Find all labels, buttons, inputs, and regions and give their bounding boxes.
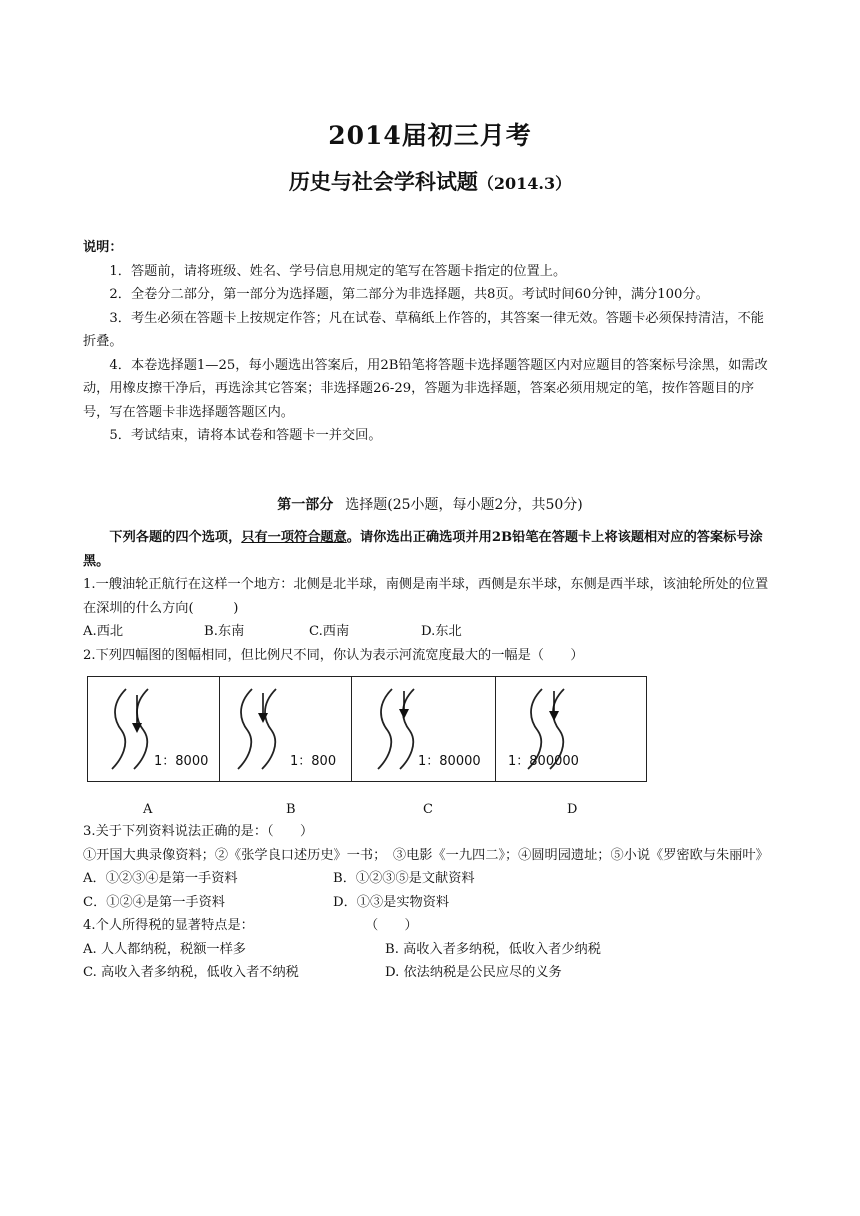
question-3-options-row1 [83,867,773,891]
map-letter-a: A [143,802,153,817]
question-4-stem-row [83,914,773,938]
question-2-stem: 2.下列四幅图的图幅相同，但比例尺不同，你认为表示河流宽度最大的一幅是（ ） [83,647,584,663]
directions-text-end: 。请你选出正确选项并用2B铅笔在答题卡上将该题相对应的答案标号涂黑。 [83,530,763,569]
option-d: D. 依法纳税是公民应尽的义务 [385,965,562,980]
map-letters [0,802,860,822]
section-name: 第一部分 [277,497,334,513]
question-4-paren: （ ） [365,918,418,933]
scale-label: 1：80000 [418,754,481,769]
question-1-options [83,620,773,644]
instructions-label: 说明： [83,240,123,255]
scale-label: 1：800000 [508,754,579,769]
question-4-options-row2 [83,961,773,985]
question-1-stem: 1.一艘油轮正航行在这样一个地方：北侧是北半球，南侧是南半球，西侧是东半球，东侧是西半球，该油轮所处的位置在深圳的什么方向( ) [83,577,769,616]
option-a: A. 人人都纳税，税额一样多 [83,941,246,957]
question-block-1 [83,526,773,667]
question-4-stem: 4.个人所得税的显著特点是： [83,918,254,933]
option-a: A．①②③④是第一手资料 [83,871,238,886]
exam-subtitle [0,166,860,196]
directions-emphasis: 只有一项符合题意 [241,530,347,545]
directions-text: 下列各题的四个选项， [109,530,242,545]
option-c: C. 高收入者多纳税，低收入者不纳税 [83,965,299,980]
river-map-a [88,677,220,781]
map-letter-d: D [567,802,578,817]
instructions [83,236,773,448]
map-letter-b: B [286,802,296,817]
river-maps [87,676,647,782]
subject-title: 历史与社会学科试题 [288,169,478,194]
question-block-2 [83,820,773,985]
option-b: B. 高收入者多纳税，低收入者少纳税 [385,941,601,957]
instruction-item: 2．全卷分二部分，第一部分为选择题，第二部分为非选择题，共8页。考试时间60分钟，满分100分。 [109,287,709,302]
section-heading [0,494,860,514]
map-letter-c: C [423,802,433,817]
option-d: D．①③是实物资料 [333,894,450,910]
question-4-options-row1 [83,938,773,962]
option-c: C.西南 [309,624,350,639]
exam-title: 2014届初三月考 [328,121,532,150]
question-3-options-row2 [83,891,773,915]
directions [83,526,773,573]
question-3-stem: 3.关于下列资料说法正确的是：（ ） [83,824,314,839]
option-b: B．①②③⑤是文献资料 [333,871,475,886]
instruction-item: 5．考试结束，请将本试卷和答题卡一并交回。 [109,428,382,443]
exam-date: （2014.3） [477,174,572,193]
river-map-d [496,677,645,781]
river-map-b [220,677,352,781]
scale-label: 1：8000 [154,754,209,769]
option-c: C．①②④是第一手资料 [83,894,225,910]
section-desc: 选择题(25小题，每小题2分，共50分) [345,497,583,513]
instruction-item: 3．考生必须在答题卡上按规定作答；凡在试卷、草稿纸上作答的，其答案一律无效。答题卡必须保持清洁，不能折叠。 [83,310,764,349]
option-a: A.西北 [83,624,124,639]
question-3-materials: ①开国大典录像资料；②《张学良口述历史》一书； ③电影《一九四二》；④圆明园遗址；⑤小说《罗密欧与朱丽叶》 [83,847,769,863]
scale-label: 1：800 [290,754,337,769]
option-d: D.东北 [421,624,462,639]
river-map-c [352,677,496,781]
option-b: B.东南 [204,624,245,639]
instruction-item: 4．本卷选择题1—25，每小题选出答案后，用2B铅笔将答题卡选择题答题区内对应题目的答案标号涂黑，如需改动，用橡皮擦干净后，再选涂其它答案；非选择题26-29，答题为非选择题，答案必须用规定的笔，按作答题目的序号，写在答题卡非选择题答题区内。 [83,357,768,420]
instruction-item: 1．答题前，请将班级、姓名、学号信息用规定的笔写在答题卡指定的位置上。 [109,263,567,279]
